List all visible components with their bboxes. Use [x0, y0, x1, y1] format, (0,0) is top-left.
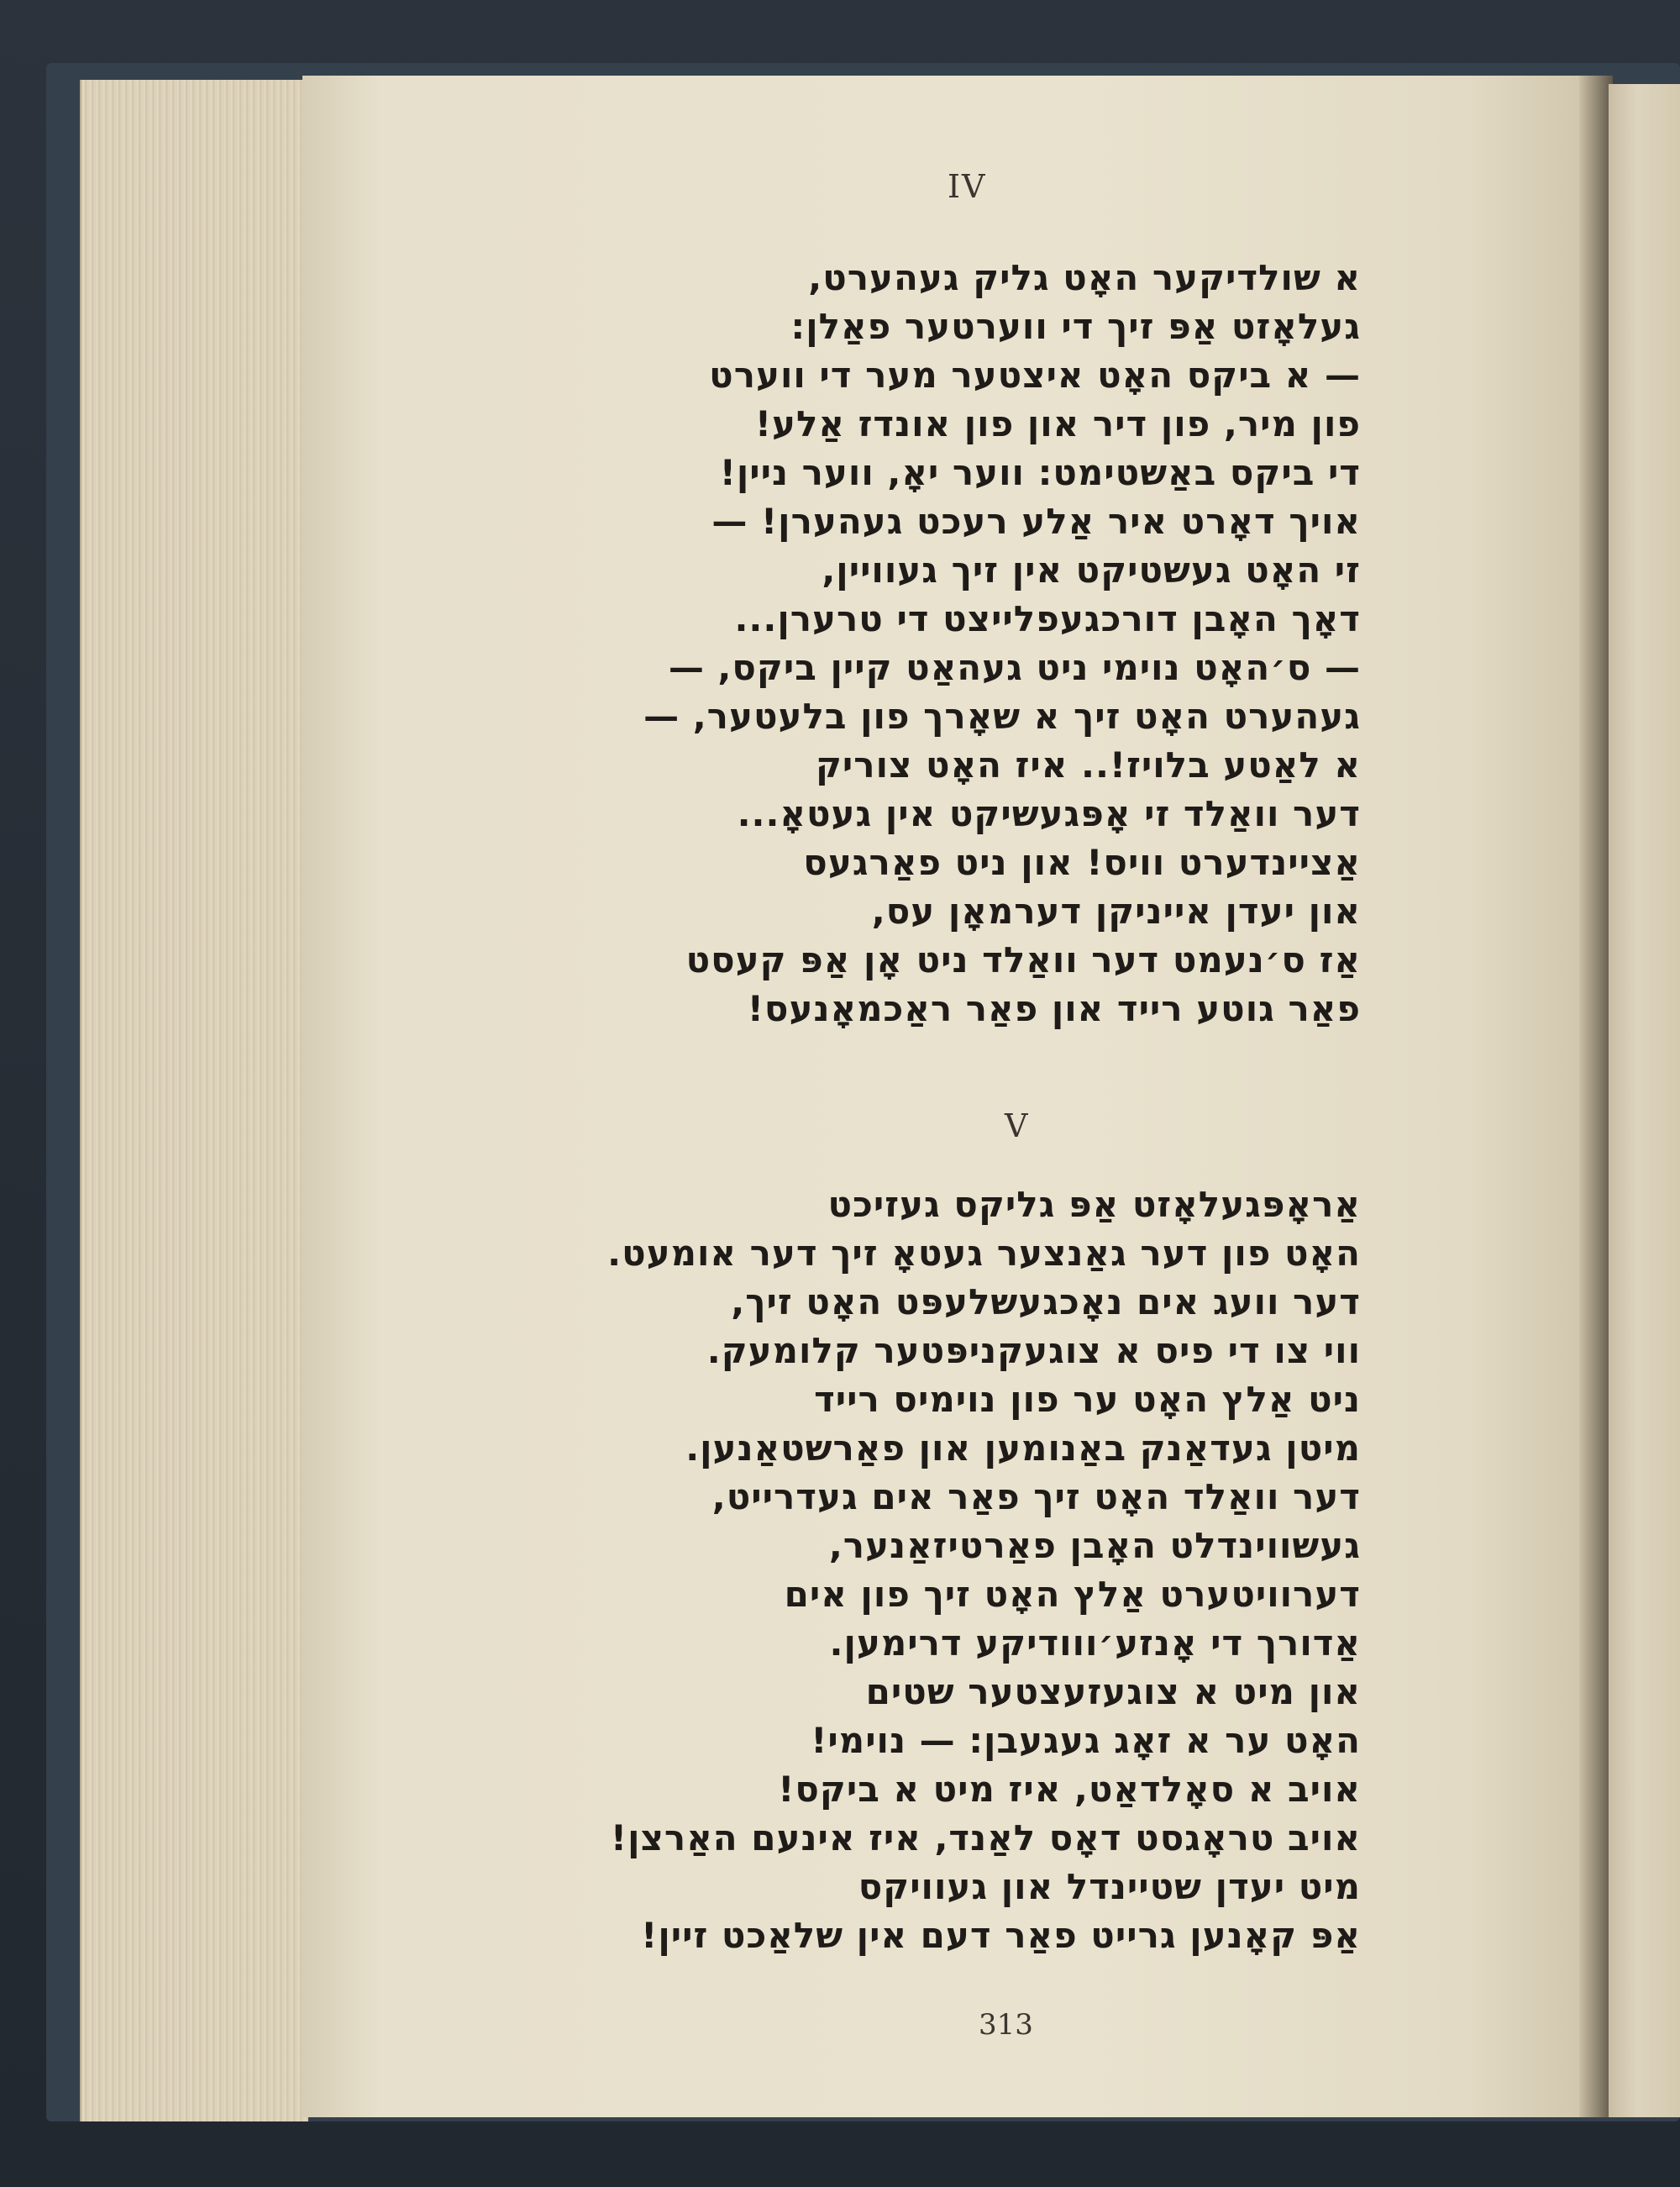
verse-line: פון מיר, פון דיר און פון אונדז אַלע!	[754, 403, 1361, 444]
stanza-v	[521, 1180, 1361, 1960]
verse-line: ווי צו די פיס א צוגעקניפּטער קלומעק.	[706, 1330, 1361, 1371]
verse-line: אַציינדערט וויס! און ניט פאַרגעס	[803, 842, 1361, 883]
verse-line: דער וואַלד זי אָפּגעשיקט אין געטאָ...	[737, 793, 1361, 834]
verse-line: געהערט האָט זיך א שאָרך פון בלעטער, —	[643, 696, 1361, 737]
verse-line: אויב א סאָלדאַט, איז מיט א ביקס!	[778, 1769, 1361, 1810]
verse-line: דערוויטערט אַלץ האָט זיך פון אים	[784, 1574, 1361, 1615]
verse-line: א לאַטע בלויז!.. איז האָט צוריק	[816, 744, 1361, 786]
verse-line: דער וואַלד האָט זיך פאַר אים געדרייט,	[711, 1476, 1361, 1517]
stanza-iv	[521, 254, 1361, 1033]
verse-line: ניט אַלץ האָט ער פון נוימיס רייד	[814, 1379, 1361, 1420]
verse-line: און יעדן אייניקן דערמאָן עס,	[871, 891, 1361, 932]
verse-line: אַז ס׳נעמט דער וואַלד ניט אָן אַפּ קעסט	[685, 939, 1361, 980]
verse-line: האָט פון דער גאַנצער געטאָ זיך דער אומעט.	[607, 1233, 1361, 1274]
verse-line: פאַר גוטע רייד און פאַר ראַכמאָנעס!	[747, 988, 1361, 1029]
verse-line: מיט יעדן שטיינדל און געוויקס	[858, 1866, 1361, 1907]
page-number: 313	[979, 2008, 1033, 2042]
verse-line: אַראָפּגעלאָזט אַפּ גליקס געזיכט	[827, 1184, 1361, 1225]
section-heading-v: V	[1005, 1107, 1030, 1144]
verse-line: זי האָט געשטיקט אין זיך געוויין,	[822, 549, 1361, 591]
verse-line: דאָך האָבן דורכגעפלייצט די טרערן...	[734, 598, 1361, 639]
verse-line: געלאָזט אַפּ זיך די ווערטער פאַלן:	[790, 306, 1361, 347]
facing-page-edge	[1609, 84, 1680, 2117]
section-heading-iv: IV	[948, 168, 987, 205]
verse-line: האָט ער א זאָג געגעבן: — נוימי!	[811, 1720, 1361, 1761]
verse-line: אויך דאָרט איר אַלע רעכט געהערן! —	[711, 501, 1361, 542]
verse-line: — ס׳האָט נוימי ניט געהאַט קיין ביקס, —	[668, 647, 1361, 688]
verse-line: די ביקס באַשטימט: ווער יאָ, ווער ניין!	[719, 452, 1361, 493]
verse-line: אַדורך די אָנזע׳ווודיקע דרימען.	[829, 1622, 1361, 1664]
verse-line: א שולדיקער האָט גליק געהערט,	[808, 257, 1361, 298]
verse-line: דער וועג אים נאָכגעשלעפּט האָט זיך,	[731, 1281, 1361, 1322]
book-gutter	[1579, 76, 1613, 2117]
verse-line: — א ביקס האָט איצטער מער די ווערט	[709, 355, 1361, 396]
page-edges-stack	[80, 80, 308, 2121]
verse-line: אַפּ קאָנען גרייט פאַר דעם אין שלאַכט זיין!	[641, 1915, 1361, 1956]
verse-line: געשווינדלט האָבן פאַרטיזאַנער,	[828, 1525, 1361, 1566]
verse-line: מיטן געדאַנק באַנומען און פאַרשטאַנען.	[685, 1427, 1361, 1469]
verse-line: אויב טראָגסט דאָס לאַנד, איז אינעם האַרצן!	[610, 1817, 1361, 1858]
verse-line: און מיט א צוגעזעצטער שטים	[865, 1671, 1361, 1712]
